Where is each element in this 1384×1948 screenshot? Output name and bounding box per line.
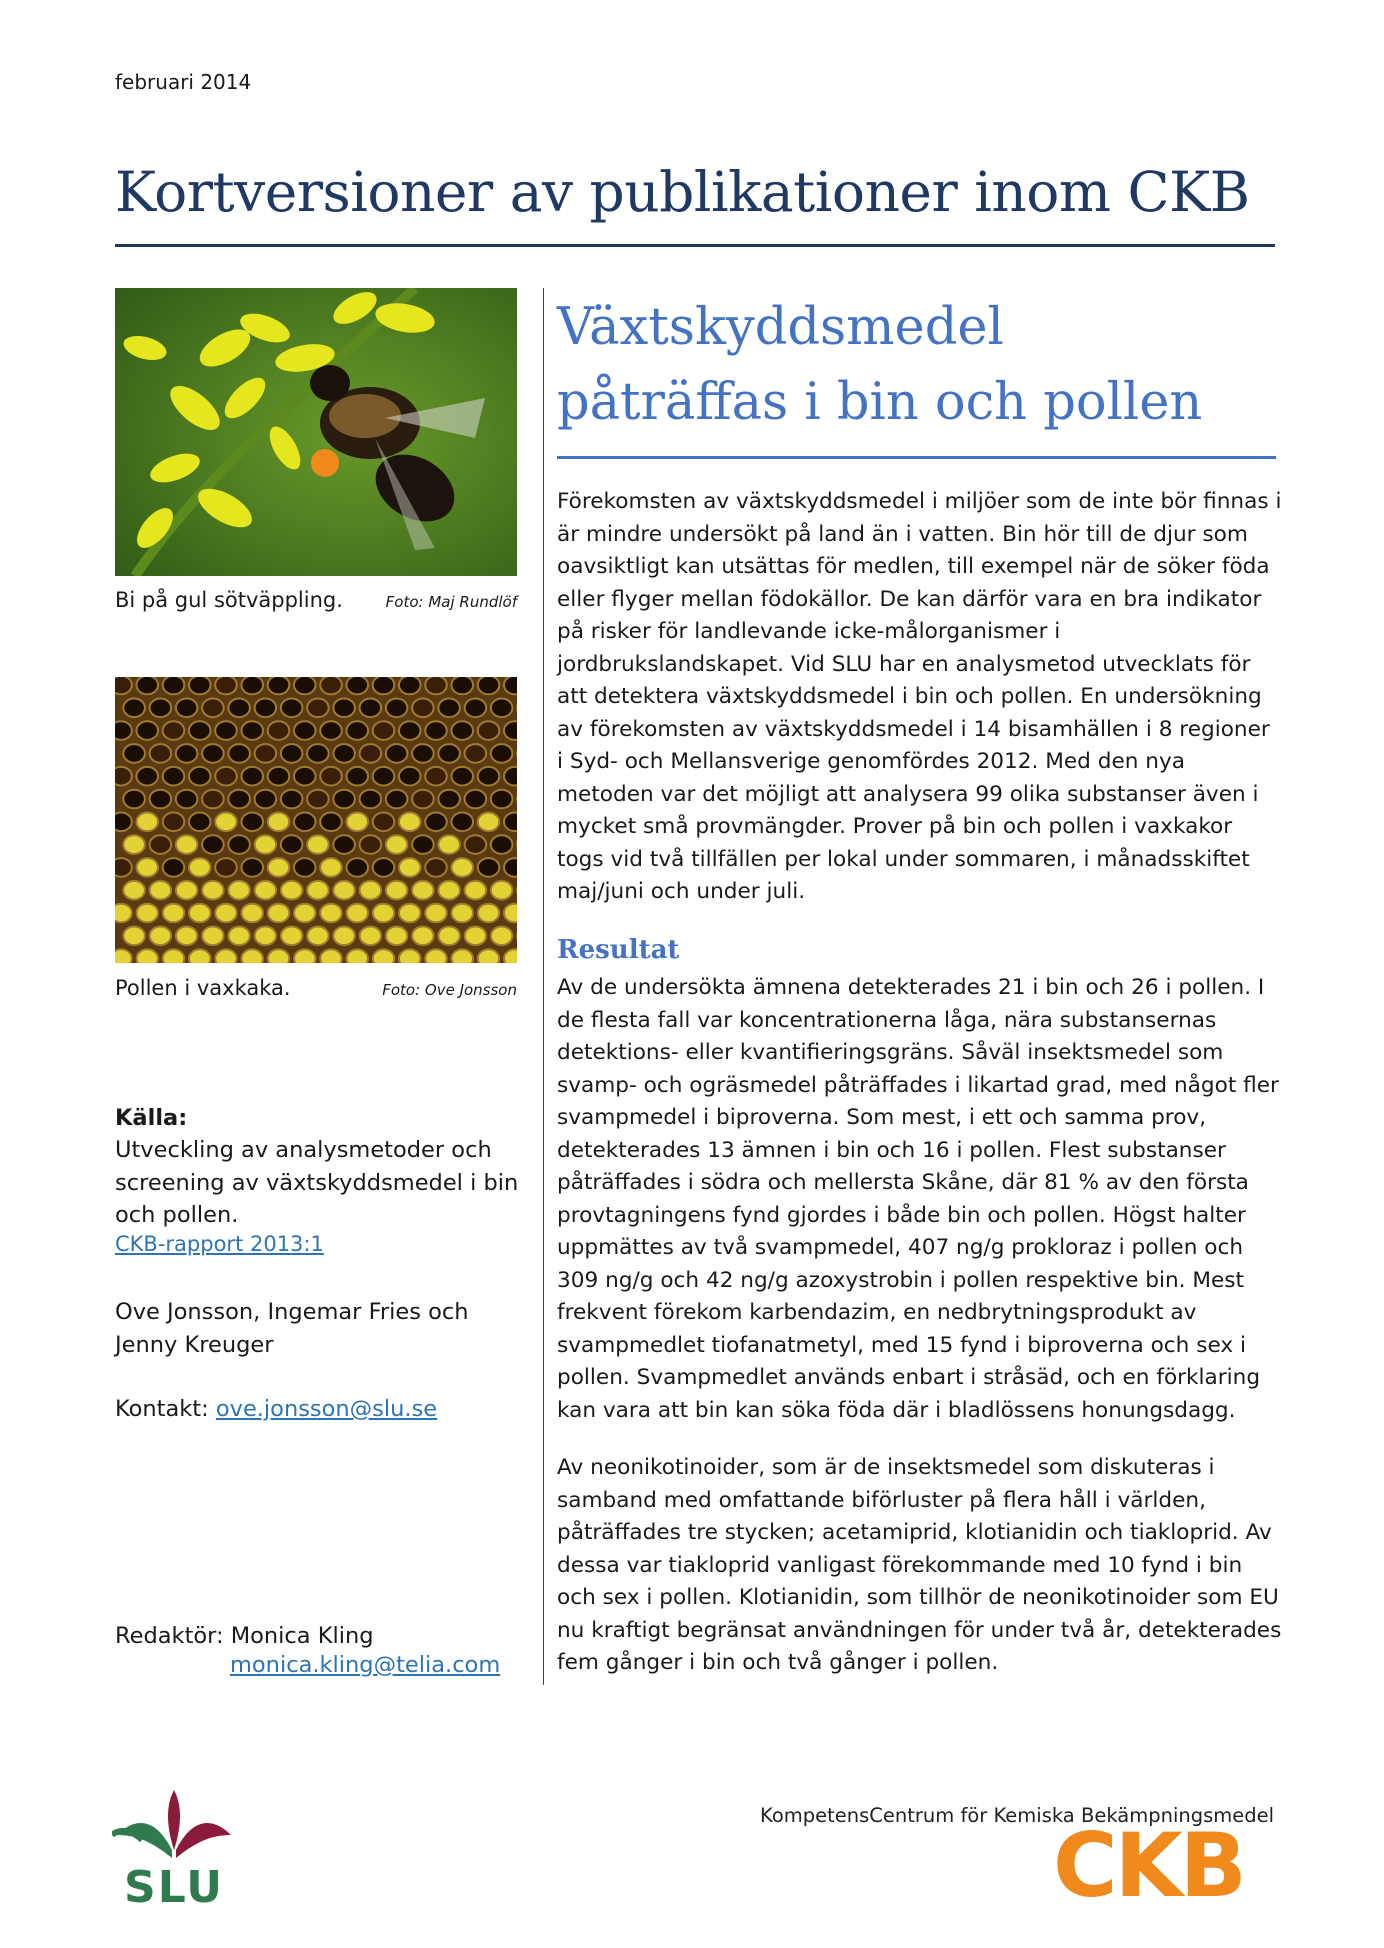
intro-paragraph: Förekomsten av växtskyddsmedel i miljöer som de inte bör finnas i är mindre undersökt på land än i vatten. Bin hör till de djur som oavsiktligt kan utsättas för medlen, till exempel när de söker föda eller flyger mellan födokällor. De kan därför vara en bra indikator på risker för landlevande icke-målorganismer i jordbrukslandskapet. Vid SLU har en analysmetod utvecklats för att detektera växtskyddsmedel i bin och pollen. En undersökning av förekomsten av växtskyddsmedel i 14 bisamhällen i 8 regioner i Syd- och Mellansverige genomfördes 2012. Med den nya metoden var det möjligt att analysera 99 olika substanser även i mycket små provmängder. Prover på bin och pollen i vaxkakor togs vid två tillfällen per lokal under sommaren, i månadsskiftet maj/juni och under juli. <box>557 489 1282 904</box>
result-paragraph-1: Av de undersökta ämnena detekterades 21 i bin och 26 i pollen. I de flesta fall var koncentrationerna låga, nära substansernas detektions- eller kvantifieringsgräns. Såväl insektsmedel som svamp- och ogräsmedel påträffades i likartad grad, med något fler svampmedel i biproverna. Som mest, i ett och samma prov, detekterades 13 ämnen i bin och 16 i pollen. Flest substanser påträffades i södra och mellersta Skåne, där 81 % av den första provtagningens fynd gjordes i både bin och pollen. Högst halter uppmättes av två svampmedel, 407 ng/g prokloraz i pollen och 309 ng/g och 42 ng/g azoxystrobin i pollen respektive bin. Mest frekvent förekom karbendazim, en nedbrytningsprodukt av svampmedlet tiofanatmetyl, med 15 fynd i biproverna och sex i pollen. Svampmedlet används enbart i stråsäd, och en förklaring kan vara att bin kan söka föda där i bladlössens honungsdagg. <box>557 975 1279 1423</box>
source-label: Källa: <box>115 1105 188 1131</box>
contact-label: Kontakt: <box>115 1396 209 1422</box>
source-text: Utveckling av analysmetoder och screening av växtskyddsmedel i bin och pollen. <box>115 1137 519 1228</box>
article-title-line2: påträffas i bin och pollen <box>557 373 1203 432</box>
photo-credit: Foto: Ove Jonsson <box>382 981 517 999</box>
ckb-logo: CKB <box>1053 1814 1244 1917</box>
contact <box>115 1393 535 1426</box>
result-heading: Resultat <box>557 935 680 965</box>
bee-photo <box>115 288 517 576</box>
page-title: Kortversioner av publikationer inom CKB <box>115 160 1250 224</box>
editor-email-link[interactable]: monica.kling@telia.com <box>230 1652 501 1678</box>
photo-credit: Foto: Maj Rundlöf <box>385 593 517 611</box>
editor: Redaktör: Monica Kling <box>115 1623 374 1649</box>
caption-text: Pollen i vaxkaka. <box>115 976 291 1000</box>
slu-logo <box>112 1780 237 1910</box>
caption-text: Bi på gul sötväppling. <box>115 588 343 612</box>
ckb-tagline: KompetensCentrum för Kemiska Bekämpningsmedel <box>760 1804 1275 1827</box>
article-title-line1: Växtskyddsmedel <box>557 298 1004 357</box>
pollen-photo <box>115 677 517 963</box>
document-date: februari 2014 <box>115 70 252 94</box>
contact-email-link[interactable]: ove.jonsson@slu.se <box>215 1396 438 1422</box>
bee-photo-caption <box>115 588 517 612</box>
slu-logo-text: SLU <box>124 1862 224 1910</box>
pollen-photo-caption <box>115 976 517 1000</box>
report-link[interactable]: CKB-rapport 2013:1 <box>115 1232 324 1256</box>
result-paragraph-2: Av neonikotinoider, som är de insektsmedel som diskuteras i samband med omfattande biförluster på flera håll i världen, påträffades tre stycken; acetamiprid, klotianidin och tiakloprid. Av dessa var tiakloprid vanligast förekommande med 10 fynd i bin och sex i pollen. Klotianidin, som tillhör de neonikotinoider som EU nu kraftigt begränsat användningen för under två år, detekterades fem gånger i bin och två gånger i pollen. <box>557 1455 1282 1675</box>
article-title <box>557 290 1277 440</box>
article-rule <box>557 456 1276 459</box>
title-rule <box>115 244 1275 247</box>
column-divider <box>543 288 544 1685</box>
authors: Ove Jonsson, Ingemar Fries och Jenny Kreuger <box>115 1299 469 1358</box>
